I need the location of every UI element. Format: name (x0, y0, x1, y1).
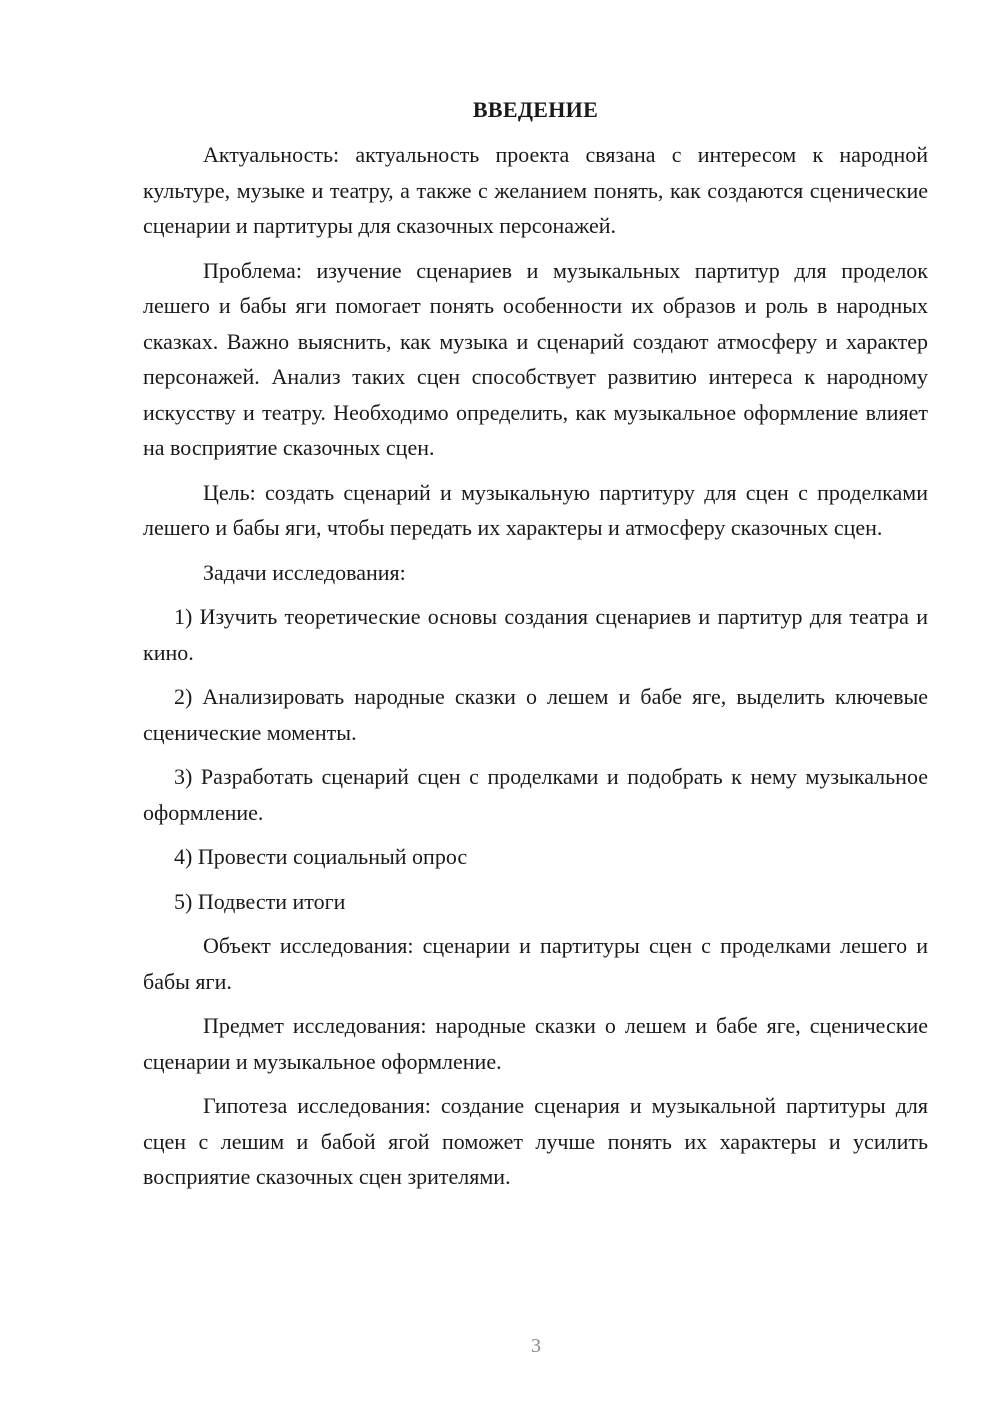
tasks-list (143, 599, 928, 919)
subject-paragraph: Предмет исследования: народные сказки о лешем и бабе яге, сценические сценарии и музыкальное оформление. (143, 1013, 928, 1074)
page-number: 3 (531, 1335, 541, 1357)
task-item-2: 2) Анализировать народные сказки о лешем и бабе яге, выделить ключевые сценические моменты. (143, 684, 928, 745)
relevance-paragraph: Актуальность: актуальность проекта связана с интересом к народной культуре, музыке и театру, а также с желанием понять, как создаются сценические сценарии и партитуры для сказочных персонажей. (143, 142, 928, 238)
section-title: ВВЕДЕНИЕ (472, 97, 599, 122)
hypothesis-paragraph: Гипотеза исследования: создание сценария и музыкальной партитуры для сцен с лешим и бабой ягой поможет лучше понять их характеры и усилить восприятие сказочных сцен зрителями. (143, 1093, 928, 1189)
goal-paragraph: Цель: создать сценарий и музыкальную партитуру для сцен с проделками лешего и бабы яги, чтобы передать их характеры и атмосферу сказочных сцен. (143, 479, 928, 540)
task-item-3: 3) Разработать сценарий сцен с проделками и подобрать к нему музыкальное оформление. (143, 764, 928, 825)
task-item-4: 4) Провести социальный опрос (174, 844, 468, 869)
problem-paragraph: Проблема: изучение сценариев и музыкальных партитур для проделок лешего и бабы яги помогает понять особенности их образов и роль в народных сказках. Важно выяснить, как музыка и сценарий создают атмосферу и характер персонажей. Анализ таких сцен способствует развитию интереса к народному искусству и театру. Необходимо определить, как музыкальное оформление влияет на восприятие сказочных сцен. (143, 257, 928, 460)
object-paragraph: Объект исследования: сценарии и партитуры сцен с проделками лешего и бабы яги. (143, 933, 928, 994)
task-item-1: 1) Изучить теоретические основы создания сценариев и партитур для театра и кино. (143, 604, 928, 665)
page-content (143, 95, 928, 1204)
task-item-5: 5) Подвести итоги (174, 888, 346, 914)
tasks-label: Задачи исследования: (203, 559, 406, 585)
